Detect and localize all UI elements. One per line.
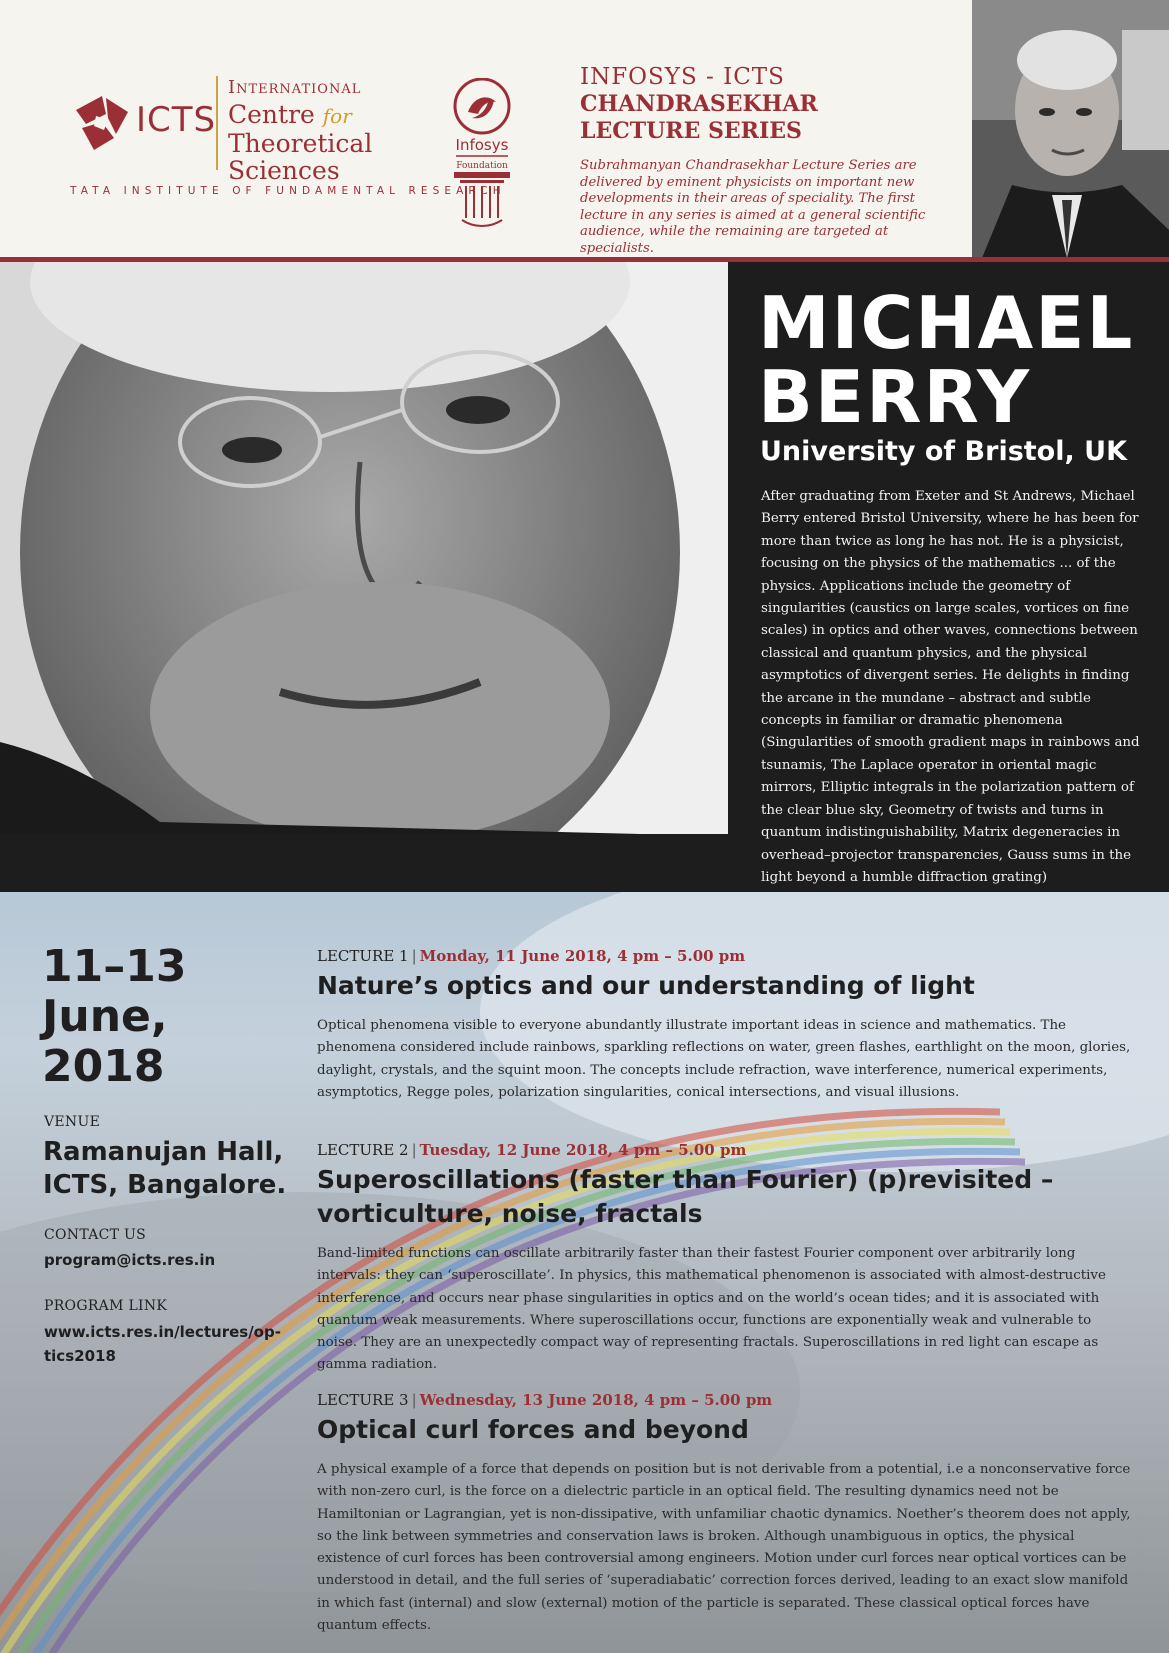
event-date-line2: June, [42, 991, 168, 1042]
program-link-label: PROGRAM LINK [44, 1298, 168, 1314]
program-link-line1[interactable]: www.icts.res.in/lectures/op- [44, 1323, 281, 1341]
series-title [580, 64, 940, 145]
icts-name-line3: Theoretical [228, 129, 373, 158]
lecture-1-meta [317, 947, 1132, 965]
lecture-2-title: Superoscillations (faster than Fourier) (p)revisited – vorticulture, noise, fractals [317, 1165, 1054, 1228]
lecture-1-label: LECTURE 1 [317, 947, 409, 965]
lecture-2-label: LECTURE 2 [317, 1141, 409, 1159]
infosys-foundation-word: Foundation [456, 161, 508, 171]
icts-name-line1: International [228, 77, 362, 98]
program-link-line2[interactable]: tics2018 [44, 1347, 116, 1365]
speaker-affiliation: University of Bristol, UK [760, 436, 1127, 467]
contact-email-link[interactable]: program@icts.res.in [44, 1251, 216, 1269]
icts-name-line2: Centre for [228, 100, 352, 129]
lecture-2-abstract: Band-limited functions can oscillate arbitrarily faster than their fastest Fourier component over arbitrarily long intervals: they can ‘superoscillate’. In physics, this mathematical phenomenon is associated with almost-destructive interference, and occurs near phase singularities in optics and on the world’s ocean tides; and it is associated with quantum weak measurements. Where superoscillations occur, functions are exponentially weak and vulnerable to noise. They are an unexpectedly compact way of representing fractals. Superoscillations in red light can escape as gamma radiation. [317, 1246, 1106, 1373]
lecture-1 [317, 947, 1132, 1104]
series-title-line2: CHANDRASEKHAR [580, 91, 818, 117]
header [0, 0, 1169, 258]
speaker-photo [0, 262, 728, 834]
tifr-tagline: TATA INSTITUTE OF FUNDAMENTAL RESEARCH [70, 185, 506, 197]
venue-line2: ICTS, Bangalore. [43, 1170, 287, 1200]
logo-divider [216, 76, 218, 170]
speaker-bio: After graduating from Exeter and St Andrews, Michael Berry entered Bristol University, where he has been for more than twice as long he has not. He is a physicist, focusing on the physics of the mathematics ... of the physics. Applications include the geometry of singularities (caustics on large scales, vortices on fine scales) in optics and other waves, connections between classical and quantum physics, and the physical asymptotics of divergent series. He delights in finding the arcane in the mundane – abstract and subtle concepts in familiar or dramatic phenomena (Singularities of smooth gradient maps in rainbows and tsunamis, The Laplace operator in oriental magic mirrors, Elliptic integrals in the polarization pattern of the clear blue sky, Geometry of twists and turns in quantum indistinguishability, Matrix degeneracies in overhead–projector transparencies, Gauss sums in the light beyond a humble diffraction grating) [761, 489, 1140, 885]
lecture-2 [317, 1141, 1132, 1377]
lecture-3 [317, 1391, 1132, 1637]
lecture-1-abstract: Optical phenomena visible to everyone abundantly illustrate important ideas in science and mathematics. The phenomena considered include rainbows, sparkling reflections on water, green flashes, earthlight on the moon, glories, daylight, crystals, and the squint moon. The concepts include refraction, wave interference, numerical experiments, asymptotics, Regge poles, polarization singularities, conical intersections, and visual illusions. [317, 1018, 1131, 1100]
icts-wordmark: ICTS [136, 100, 217, 140]
chandrasekhar-photo [972, 0, 1169, 258]
contact-label: CONTACT US [44, 1227, 147, 1243]
speaker-last-name: BERRY [758, 355, 1032, 439]
venue-label: VENUE [44, 1114, 101, 1130]
lecture-1-title: Nature’s optics and our understanding of light [317, 971, 975, 1000]
event-date [42, 942, 186, 1092]
separator: | [411, 1141, 417, 1159]
lecture-3-meta [317, 1391, 1132, 1409]
series-description: Subrahmanyan Chandrasekhar Lecture Series are delivered by eminent physicists on important new developments in their areas of speciality. The first lecture in any series is aimed at a general scientific audience, while the remaining are targeted at specialists. [580, 158, 926, 256]
icts-name-line4: Sciences [228, 156, 340, 185]
lecture-3-abstract: A physical example of a force that depends on position but is not derivable from a potential, i.e a nonconservative force with non-zero curl, is the force on a dielectric particle in an optical field. The resulting dynamics need not be Hamiltonian or Lagrangian, yet is non-dissipative, with unfamiliar chaotic dynamics. Noether’s theorem does not apply, so the link between symmetries and conservation laws is broken. Although unambiguous in optics, the physical existence of curl forces has been controversial among engineers. Motion under curl forces near optical vortices can be understood in detail, and the full series of ‘superadiabatic’ correction forces derived, leading to an exact slow manifold in which fast (internal) and slow (external) motion of the particle is separated. These classical optical forces have quantum effects. [317, 1462, 1131, 1634]
infosys-foundation-logo-icon [448, 78, 516, 228]
separator: | [411, 1391, 417, 1409]
lecture-3-when: Wednesday, 13 June 2018, 4 pm – 5.00 pm [419, 1391, 773, 1409]
lecture-1-when: Monday, 11 June 2018, 4 pm – 5.00 pm [419, 947, 746, 965]
separator: | [411, 947, 417, 965]
speaker-first-name: MICHAEL [758, 281, 1135, 365]
icts-logo-icon [72, 92, 130, 152]
event-date-line1: 11–13 [42, 941, 187, 992]
infosys-wordmark: Infosys [455, 136, 509, 154]
venue-name [43, 1136, 286, 1202]
series-title-line3: LECTURE SERIES [580, 118, 802, 144]
icts-name-for: for [322, 104, 352, 128]
lecture-3-label: LECTURE 3 [317, 1391, 409, 1409]
program-link[interactable] [44, 1320, 281, 1368]
series-title-line1: INFOSYS - ICTS [580, 64, 785, 90]
icts-full-name [228, 74, 372, 184]
event-date-line3: 2018 [42, 1041, 165, 1092]
lecture-2-when: Tuesday, 12 June 2018, 4 pm – 5.00 pm [419, 1141, 747, 1159]
venue-line1: Ramanujan Hall, [43, 1137, 284, 1167]
lecture-3-title: Optical curl forces and beyond [317, 1415, 749, 1444]
lecture-2-meta [317, 1141, 1132, 1159]
